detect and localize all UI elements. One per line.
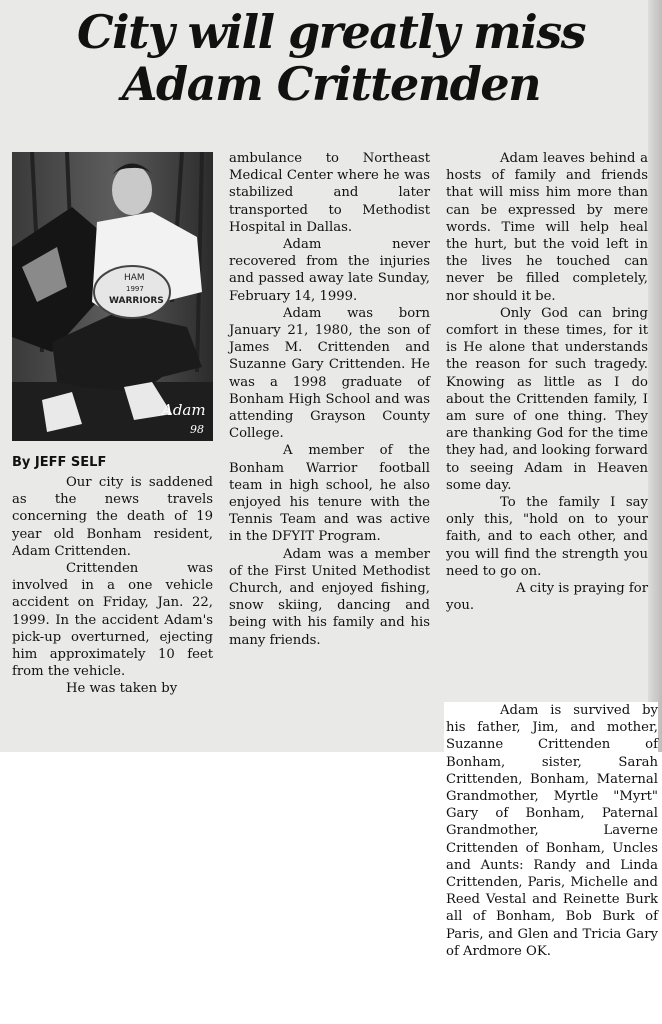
portrait-illustration	[12, 152, 213, 441]
photo-adam-crittenden	[12, 152, 213, 441]
headline-line-1: City will greatly miss	[77, 5, 585, 59]
paragraph: Crittenden was involved in a one vehicle accident on Friday, Jan. 22, 1999. In the accident Adam's pick-up overturned, ejecting him approximately 10 feet from the vehicle.	[12, 561, 213, 680]
article-column-3	[446, 150, 648, 614]
paragraph: Adam never recovered from the injuries and passed away late Sunday, February 14, 1999.	[229, 237, 430, 304]
paragraph: He was taken by	[66, 681, 178, 697]
survivors-text: Adam is survived by his father, Jim, and mother, Suzanne Crittenden of Bonham, sister, Sarah Crittenden, Bonham, Maternal Grandmother, Myrtle "Myrt" Gary of Bonham, Paternal Grandmother, Laverne Crittenden of Bonham, Uncles and Aunts: Randy and Linda Crittenden, Paris, Michelle and Reed Vestal and Reinette Burk all of Bonham, Bob Burk of Paris, and Glen and Tricia Gary of Ardmore OK.	[446, 703, 658, 959]
paragraph: A city is praying for	[516, 581, 648, 597]
paragraph: Adam was born January 21, 1980, the son of James M. Crittenden and Suzanne Gary Crittenden. He was a 1998 graduate of Bonham High School and was attending Grayson County College.	[229, 305, 430, 442]
ball-text-2: 1997	[126, 285, 144, 293]
article-column-2	[229, 150, 430, 649]
headline	[0, 0, 662, 110]
photo-number: 98	[190, 423, 204, 436]
paragraph: Our city is saddened as the news travels concerning the death of 19 year old Bonham resident, Adam Crittenden.	[12, 475, 213, 559]
article-column-1	[12, 474, 213, 698]
paragraph: Adam was a member of the First United Methodist Church, and enjoyed fishing, snow skiing, dancing and being with his family and his many friends.	[229, 546, 430, 648]
ball-text-3: WARRIORS	[109, 296, 164, 306]
paragraph: A member of the Bonham Warrior football team in high school, he also enjoyed his tenure with the Tennis Team and was active in the DFYIT Program.	[229, 443, 430, 545]
paragraph: Only God can bring comfort in these times, for it is He alone that understands the reason for such tragedy. Knowing as little as I do about the Crittenden family, I am sure of one thing. They are thanking God for the time they had, and looking forward to seeing Adam in Heaven some day.	[446, 305, 648, 493]
scan-edge-shadow	[648, 0, 662, 752]
survivors-paragraph	[444, 702, 658, 960]
paragraph: To the family I say only this, "hold on to your faith, and to each other, and you will find the strength you need to go on.	[446, 495, 648, 579]
ball-text-1: HAM	[124, 273, 145, 283]
paragraph: you.	[446, 598, 475, 614]
paragraph: Adam leaves behind a hosts of family and friends that will miss him more than can be expressed by mere words. Time will help heal the hurt, but the void left in the lives he touched can never be filled completely, nor should it be.	[446, 151, 648, 304]
paragraph: ambulance to Northeast Medical Center where he was stabilized and later transported to Methodist Hospital in Dallas.	[229, 151, 430, 235]
byline: By JEFF SELF	[12, 455, 107, 470]
headline-line-2: Adam Crittenden	[121, 57, 541, 111]
photo-signature: Adam	[162, 401, 206, 419]
